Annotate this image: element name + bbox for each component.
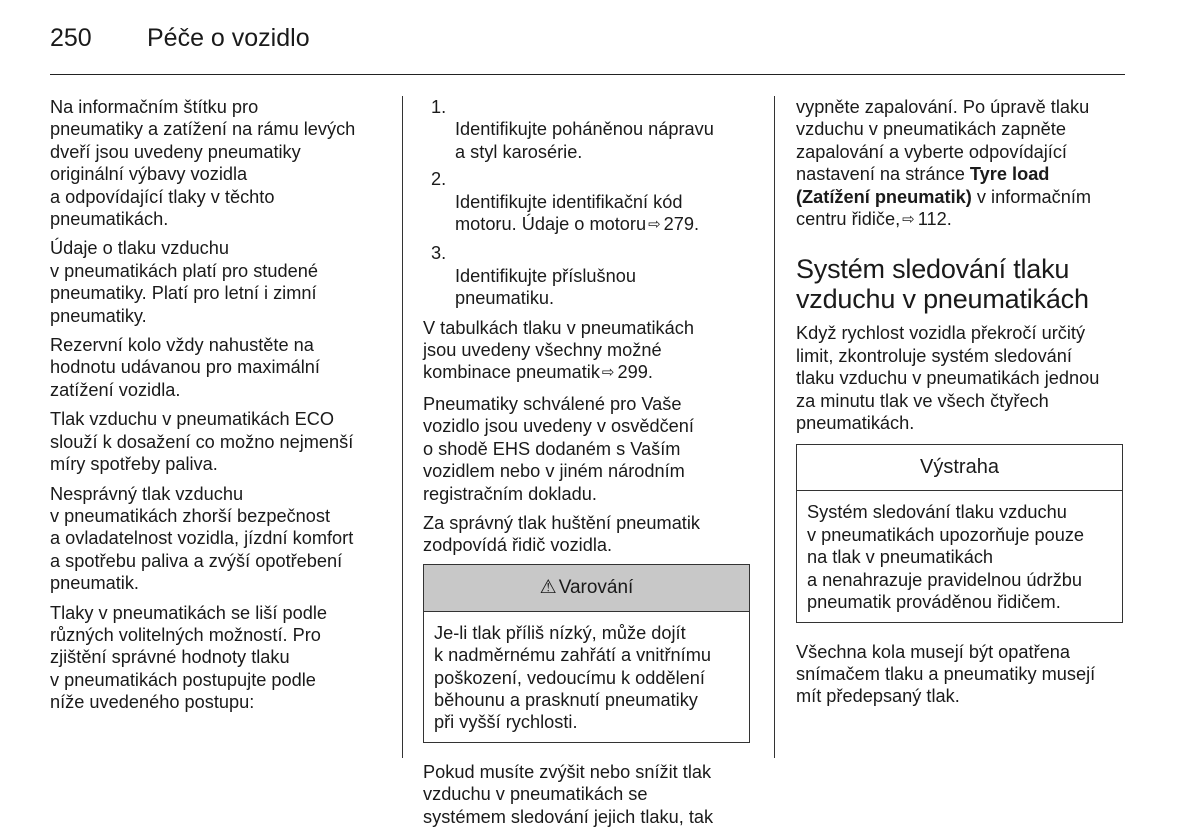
warning-triangle-icon: ⚠ <box>539 576 557 598</box>
section-heading: Systém sledování tlaku vzduchu v pneumatikách <box>796 254 1089 315</box>
warning-box <box>423 564 750 743</box>
step-number: 1. <box>431 97 447 117</box>
paragraph-approved-tyres: Pneumatiky schválené pro Vaše vozidlo jsou uvedeny v osvědčení o shodě EHS dodaném s Vaším vozidlem nebo v jiném národním registračním dokladu. <box>423 393 694 504</box>
caution-text: Systém sledování tlaku vzduchu v pneumatikách upozorňuje pouze na tlak v pneumatikách a nenahrazuje pravidelnou údržbu pneumatik prováděnou řidičem. <box>807 502 1085 613</box>
warning-text: Je-li tlak příliš nízký, může dojít k nadměrnému zahřátí a vnitřnímu poškození, vedoucímu k oddělení běhounu a prasknutí pneumatiky při vyšší rychlosti. <box>434 622 711 733</box>
list-item <box>423 168 758 237</box>
paragraph-adjust-pressure: Pokud musíte zvýšit nebo snížit tlak vzduchu v pneumatikách se systémem sledování jejich tlaku, tak <box>423 761 714 827</box>
warning-header <box>424 565 749 612</box>
page-reference-link[interactable]: ⇨ 299. <box>600 362 653 382</box>
paragraph-driver-responsibility: Za správný tlak huštění pneumatik zodpovídá řidič vozidla. <box>423 512 700 556</box>
column-1 <box>50 96 390 721</box>
step-number: 3. <box>431 243 447 264</box>
caution-title: Výstraha <box>797 445 1122 491</box>
paragraph-spare-wheel: Rezervní kolo vždy nahustěte na hodnotu udávanou pro maximální zatížení vozidla. <box>50 335 320 400</box>
paragraph-text: vypněte zapalování. Po úpravě tlaku vzduchu v pneumatikách zapněte zapalování a vyberte odpovídající nastavení na stránce <box>796 97 1090 185</box>
page-reference-link[interactable]: ⇨ 112. <box>900 209 952 229</box>
page-title: Péče o vozidlo <box>147 24 310 52</box>
column-2 <box>423 96 758 835</box>
paragraph-text: V tabulkách tlaku v pneumatikách jsou uvedeny všechny možné kombinace pneumatik <box>423 317 694 383</box>
paragraph-info-label: Na informačním štítku pro pneumatiky a zatížení na rámu levých dveří jsou uvedeny pneumatiky originální výbavy vozidla a odpovídající tlaky v těchto pneumatikách. <box>50 97 356 230</box>
page-header <box>50 22 1125 66</box>
page-number: 250 <box>50 24 92 52</box>
procedure-steps <box>423 96 758 310</box>
list-item <box>423 242 758 309</box>
paragraph-incorrect-pressure: Nesprávný tlak vzduchu v pneumatikách zhorší bezpečnost a ovladatelnost vozidla, jízdní komfort a spotřebu paliva a zvýší opotřebení pneumatik. <box>50 483 354 594</box>
paragraph-pressure-tables <box>423 317 758 386</box>
paragraph-pressure-options: Tlaky v pneumatikách se liší podle různých volitelných možností. Pro zjištění správné hodnoty tlaku v pneumatikách postupujte podle níže uvedeného postupu: <box>50 602 327 713</box>
column-divider-2 <box>774 96 775 758</box>
step-text: Identifikujte poháněnou nápravu a styl karosérie. <box>455 119 714 162</box>
paragraph-text: v informačním centru řidiče, <box>796 186 1092 230</box>
menu-setting-name: Tyre load (Zatížení pneumatik) <box>796 164 1050 207</box>
caution-box <box>796 444 1123 622</box>
step-number: 2. <box>431 169 447 190</box>
paragraph-cold-tyres: Údaje o tlaku vzduchu v pneumatikách platí pro studené pneumatiky. Platí pro letní i zimní pneumatiky. <box>50 238 318 326</box>
list-item <box>423 96 758 163</box>
header-divider <box>50 74 1125 75</box>
warning-title: Varování <box>558 576 634 598</box>
step-text: Identifikujte příslušnou pneumatiku. <box>455 265 636 309</box>
step-text: Identifikujte identifikační kód motoru. Údaje o motoru <box>455 191 683 235</box>
paragraph-eco-pressure: Tlak vzduchu v pneumatikách ECO slouží k dosažení co možno nejmenší míry spotřeby paliva. <box>50 409 354 475</box>
column-3 <box>796 96 1131 715</box>
paragraph-ignition-continued <box>796 96 1131 232</box>
paragraph-wheel-sensors: Všechna kola musejí být opatřena snímačem tlaku a pneumatiky musejí mít předepsaný tlak. <box>796 641 1096 707</box>
column-divider-1 <box>402 96 403 758</box>
paragraph-monitoring-system: Když rychlost vozidla překročí určitý limit, zkontroluje systém sledování tlaku vzduchu v pneumatikách jednou za minutu tlak ve všech čtyřech pneumatikách. <box>796 323 1100 434</box>
page-reference-link[interactable]: ⇨ 279. <box>646 214 699 234</box>
